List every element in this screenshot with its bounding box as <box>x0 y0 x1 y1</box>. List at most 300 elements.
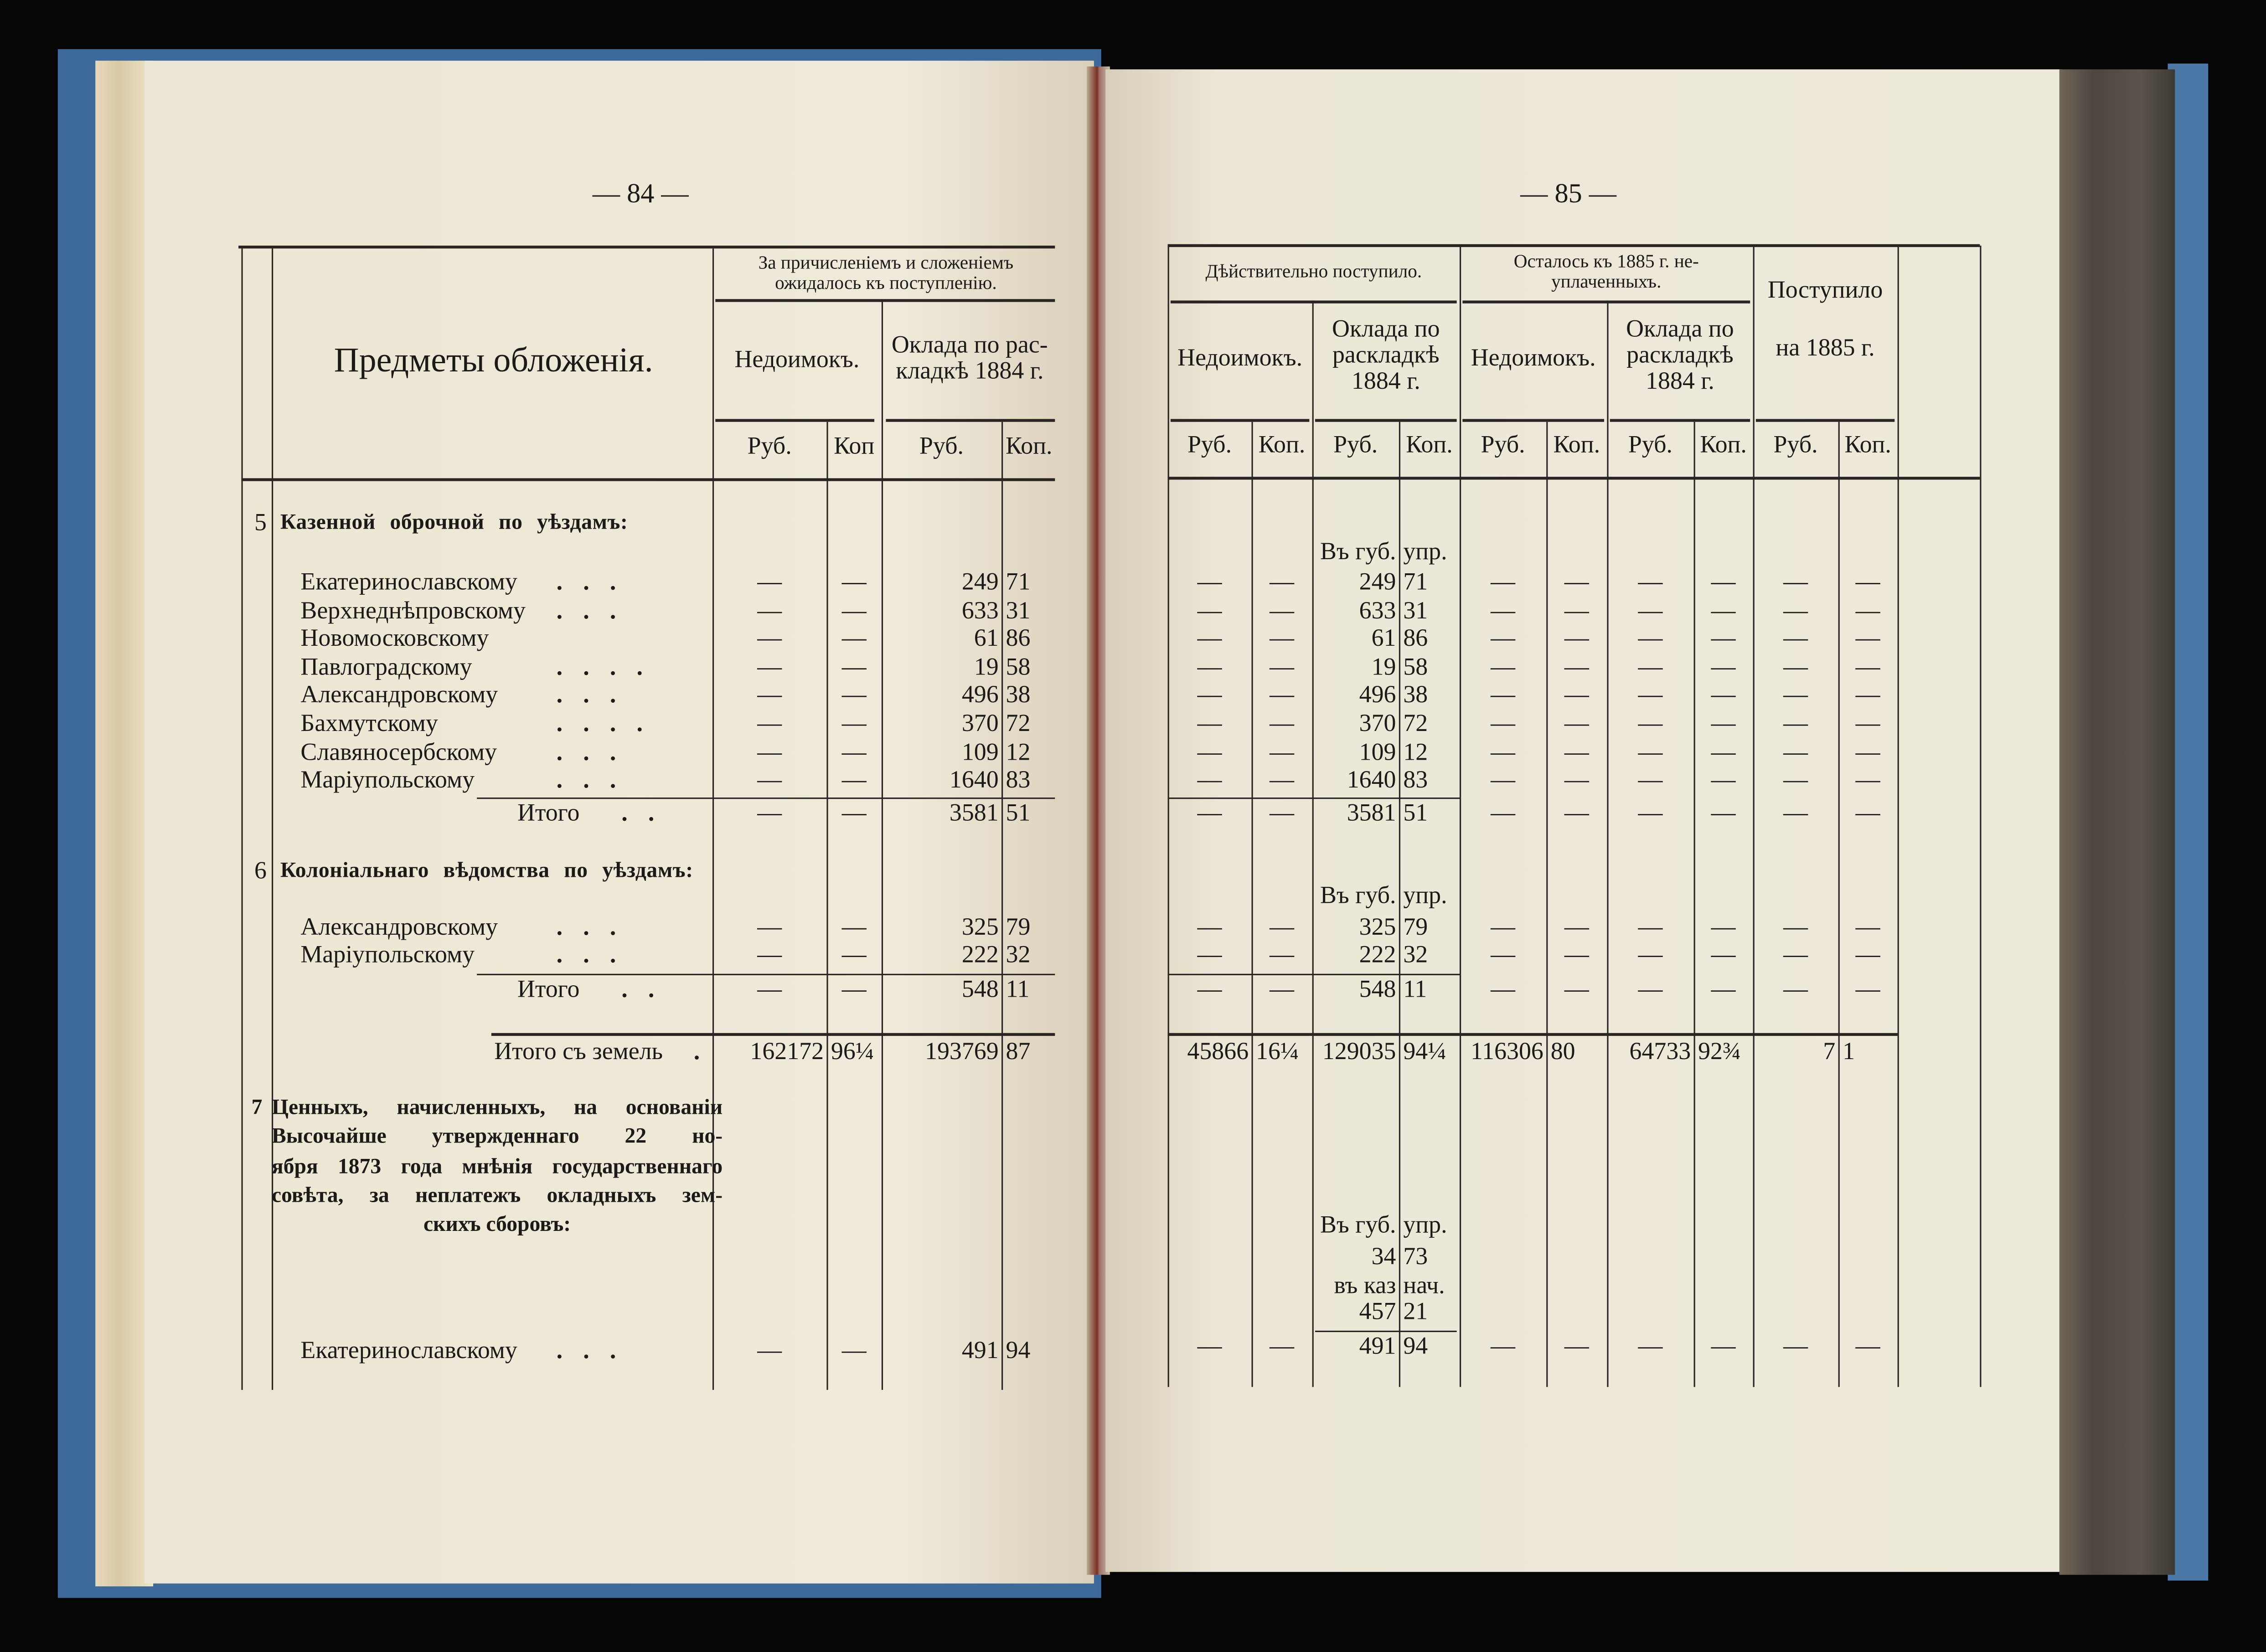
table-cell: 325 <box>961 913 999 941</box>
table-row <box>0 680 2266 709</box>
table-cell: — <box>1270 653 1295 681</box>
leader-dots: . . . <box>556 738 624 766</box>
leader-dots: . . . <box>556 1336 624 1364</box>
table-cell: — <box>1855 940 1880 968</box>
table-cell: — <box>1270 624 1295 652</box>
header-kop: Коп <box>834 432 875 460</box>
table-row <box>0 710 2266 738</box>
table-cell: 370 <box>1359 709 1396 737</box>
table-cell: 370 <box>961 709 999 737</box>
leader-dots: . . . <box>556 680 624 708</box>
row-label: Славяносербскому <box>300 738 497 766</box>
header-kop: Коп. <box>1700 430 1747 458</box>
table-cell: 12 <box>1006 738 1031 766</box>
rule <box>715 419 874 422</box>
table-cell: — <box>1564 680 1589 708</box>
header-remaining-line: уплаченныхъ. <box>1551 269 1662 292</box>
table-cell: — <box>1638 597 1663 624</box>
section-number: 5 <box>254 508 267 536</box>
rule <box>715 299 1055 303</box>
table-cell: — <box>1638 940 1663 968</box>
header-nedoimok: Недоимокъ. <box>1177 344 1303 371</box>
header-kop: Коп. <box>1553 430 1600 458</box>
table-row <box>0 766 2266 794</box>
rule <box>1168 244 1980 248</box>
table-cell: 31 <box>1006 597 1031 624</box>
header-rub: Руб. <box>747 432 792 460</box>
table-cell: — <box>757 597 782 624</box>
table-cell: 109 <box>961 738 999 766</box>
table-cell: 633 <box>961 597 999 624</box>
table-cell: — <box>1783 709 1808 737</box>
section-7-line: Высочайше утвержденнаго 22 но- <box>272 1126 723 1149</box>
table-cell: 116306 <box>1471 1037 1543 1065</box>
table-cell: нач. <box>1403 1271 1445 1299</box>
table-cell: — <box>1564 975 1589 1003</box>
table-cell: — <box>1491 653 1516 681</box>
table-cell: — <box>1564 1332 1589 1360</box>
section-heading: Казенной оброчной по уѣздамъ: <box>280 511 628 535</box>
table-row <box>0 597 2266 625</box>
table-cell: 21 <box>1403 1297 1428 1325</box>
table-cell: — <box>1783 913 1808 941</box>
table-cell: 633 <box>1359 597 1396 624</box>
table-cell: — <box>1638 567 1663 596</box>
table-cell: — <box>1270 597 1295 624</box>
table-row <box>0 738 2266 767</box>
header-rub: Руб. <box>1187 430 1232 458</box>
table-row <box>0 1037 2266 1066</box>
header-subject: Предметы обложенія. <box>334 342 653 380</box>
header-remaining-line: Осталось къ 1885 г. не- <box>1513 250 1699 272</box>
table-cell: — <box>757 975 782 1003</box>
table-cell: — <box>1491 940 1516 968</box>
header-rub: Руб. <box>1333 430 1378 458</box>
table-cell: 87 <box>1006 1037 1031 1065</box>
table-cell: — <box>1783 1332 1808 1360</box>
table-cell: — <box>1197 680 1222 708</box>
table-cell: 11 <box>1006 975 1030 1003</box>
table-cell: 491 <box>1359 1332 1396 1360</box>
table-row <box>0 913 2266 942</box>
header-kop: Коп. <box>1005 432 1053 460</box>
table-cell: — <box>1270 975 1295 1003</box>
table-cell: 34 <box>1371 1242 1396 1270</box>
row-label: Александровскому <box>300 913 498 941</box>
table-cell: — <box>1564 624 1589 652</box>
table-cell: — <box>1711 680 1736 708</box>
table-cell: — <box>1491 975 1516 1003</box>
row-label: Екатеринославскому <box>300 567 517 596</box>
table-cell: — <box>841 597 867 624</box>
rule <box>1610 419 1750 422</box>
table-cell: — <box>1270 766 1295 793</box>
leader-dots: . . . <box>556 567 624 596</box>
leader-dots: . . . <box>556 766 624 793</box>
table-row <box>0 537 2266 566</box>
table-cell: — <box>1855 567 1880 596</box>
table-cell: — <box>1711 597 1736 624</box>
table-cell: 61 <box>1371 624 1396 652</box>
table-cell: 249 <box>961 567 999 596</box>
table-cell: упр. <box>1403 881 1447 909</box>
table-cell: — <box>1711 567 1736 596</box>
header-oklad-line: Оклада по рас- <box>891 330 1048 359</box>
section-heading: Колоніальнаго вѣдомства по уѣздамъ: <box>280 859 693 883</box>
table-cell: — <box>1491 567 1516 596</box>
rule <box>886 419 1055 422</box>
header-received: Дѣйствительно поступило. <box>1205 260 1422 282</box>
table-cell: — <box>1638 680 1663 708</box>
section-number: 6 <box>254 856 267 885</box>
row-label: Итого <box>517 975 580 1003</box>
table-cell: — <box>1855 680 1880 708</box>
table-cell: 51 <box>1403 799 1428 827</box>
table-cell: — <box>757 738 782 766</box>
table-cell: — <box>1638 624 1663 652</box>
table-cell: — <box>1564 653 1589 681</box>
table-cell: — <box>1638 653 1663 681</box>
row-label: Александровскому <box>300 680 498 708</box>
table-cell: 548 <box>961 975 999 1003</box>
table-cell: — <box>1638 1332 1663 1360</box>
table-cell: упр. <box>1403 1210 1447 1238</box>
leader-dots: . . <box>621 799 662 827</box>
table-row <box>0 799 2266 828</box>
row-label: Екатеринославскому <box>300 1336 517 1364</box>
table-cell: 32 <box>1006 940 1031 968</box>
leader-dots: . . . <box>556 597 624 624</box>
table-cell: — <box>1711 799 1736 827</box>
table-cell: 457 <box>1359 1297 1396 1325</box>
table-cell: 73 <box>1403 1242 1428 1270</box>
header-oklad-line: 1884 г. <box>1351 366 1420 394</box>
header-oklad-line: кладкѣ 1884 г. <box>896 356 1044 384</box>
header-group-line: За причисленіемъ и сложеніемъ <box>758 251 1014 273</box>
table-cell: — <box>841 738 867 766</box>
leader-dots: . . . <box>556 913 624 941</box>
table-cell: — <box>1270 709 1295 737</box>
table-cell: Въ губ. <box>1320 537 1396 565</box>
header-rub: Руб. <box>919 432 964 460</box>
header-nedoimok: Недоимокъ. <box>1471 344 1596 371</box>
table-cell: — <box>1783 680 1808 708</box>
rule <box>1168 1033 1898 1037</box>
table-cell: — <box>1270 940 1295 968</box>
table-cell: — <box>841 680 867 708</box>
page-number-right: — 85 — <box>1520 179 1616 210</box>
row-label: Итого <box>517 799 580 827</box>
table-cell: 58 <box>1006 653 1031 681</box>
table-cell: 129035 <box>1322 1037 1396 1065</box>
table-cell: 64733 <box>1629 1037 1691 1065</box>
table-cell: — <box>1711 766 1736 793</box>
table-cell: — <box>1783 766 1808 793</box>
table-cell: — <box>1711 913 1736 941</box>
table-cell: — <box>1783 940 1808 968</box>
table-cell: — <box>1491 913 1516 941</box>
table-cell: — <box>841 624 867 652</box>
table-cell: — <box>1270 799 1295 827</box>
table-cell: — <box>757 799 782 827</box>
table-cell: 32 <box>1403 940 1428 968</box>
row-label: Верхнеднѣпровскому <box>300 597 526 624</box>
table-cell: — <box>1197 975 1222 1003</box>
table-cell: Въ губ. <box>1320 881 1396 909</box>
row-label: Маріупольскому <box>300 940 475 968</box>
table-cell: — <box>1491 1332 1516 1360</box>
table-cell: — <box>1855 799 1880 827</box>
table-cell: — <box>757 624 782 652</box>
page-number-left: — 84 — <box>592 179 689 210</box>
table-row <box>0 881 2266 910</box>
table-cell: — <box>1711 1332 1736 1360</box>
table-row <box>0 941 2266 969</box>
header-remaining <box>1460 252 1753 291</box>
table-cell: 45866 <box>1187 1037 1249 1065</box>
table-cell: — <box>1564 766 1589 793</box>
table-cell: — <box>841 975 867 1003</box>
table-cell: 19 <box>974 653 999 681</box>
row-label: Павлоградскому <box>300 653 472 681</box>
table-cell: 193769 <box>924 1037 999 1065</box>
row-label: Новомосковскому <box>300 624 489 652</box>
table-row <box>0 653 2266 682</box>
table-cell: 3581 <box>1347 799 1396 827</box>
table-cell: 51 <box>1006 799 1031 827</box>
header-oklad <box>1607 316 1753 394</box>
header-group-line: ожидалось къ поступленію. <box>775 271 997 293</box>
table-cell: 71 <box>1403 567 1428 596</box>
table-cell: 249 <box>1359 567 1396 596</box>
header-rub: Руб. <box>1481 430 1525 458</box>
table-cell: 162172 <box>750 1037 824 1065</box>
leader-dots: . . . . <box>556 709 650 737</box>
table-cell: 61 <box>974 624 999 652</box>
table-cell: 1640 <box>1347 766 1396 793</box>
table-cell: — <box>1711 940 1736 968</box>
rule <box>1462 300 1750 304</box>
table-cell: — <box>841 567 867 596</box>
table-cell: Въ губ. <box>1320 1210 1396 1238</box>
table-row <box>0 509 2266 537</box>
table-cell: 38 <box>1006 680 1031 708</box>
table-cell: 71 <box>1006 567 1031 596</box>
table-cell: — <box>1197 709 1222 737</box>
table-cell: — <box>841 913 867 941</box>
table-cell: въ каз <box>1334 1271 1396 1299</box>
section-7-line: совѣта, за неплатежъ окладныхъ зем- <box>272 1184 723 1208</box>
header-oklad-line: Оклада по <box>1626 315 1734 343</box>
table-row <box>0 1332 2266 1361</box>
table-cell: 83 <box>1403 766 1428 793</box>
table-cell: — <box>841 1336 867 1364</box>
table-cell: — <box>1638 799 1663 827</box>
table-cell: — <box>757 766 782 793</box>
table-cell: 491 <box>961 1336 999 1364</box>
table-cell: — <box>1197 766 1222 793</box>
table-cell: 496 <box>961 680 999 708</box>
table-cell: — <box>1564 597 1589 624</box>
header-received-1885: Поступило <box>1767 276 1883 304</box>
table-cell: 11 <box>1403 975 1427 1003</box>
rule <box>1168 477 1980 480</box>
table-cell: 58 <box>1403 653 1428 681</box>
table-cell: — <box>1783 653 1808 681</box>
rule <box>1462 419 1604 422</box>
table-cell: — <box>1783 624 1808 652</box>
table-row <box>0 1211 2266 1240</box>
table-cell: — <box>1855 913 1880 941</box>
rule <box>491 1033 1055 1037</box>
table-cell: — <box>1491 680 1516 708</box>
table-cell: — <box>1491 799 1516 827</box>
table-cell: — <box>1564 738 1589 766</box>
table-cell: 3581 <box>949 799 999 827</box>
table-cell: — <box>1638 738 1663 766</box>
table-cell: 92¾ <box>1698 1037 1741 1065</box>
table-cell: 83 <box>1006 766 1031 793</box>
table-cell: — <box>1855 975 1880 1003</box>
table-row <box>0 568 2266 597</box>
table-cell: упр. <box>1403 537 1447 565</box>
section-7-line: Ценныхъ, начисленныхъ, на основаніи <box>272 1096 723 1120</box>
table-cell: — <box>1638 913 1663 941</box>
table-cell: — <box>1783 799 1808 827</box>
header-nedoimok: Недоимокъ. <box>734 345 860 373</box>
table-cell: 222 <box>961 940 999 968</box>
table-cell: — <box>1564 567 1589 596</box>
table-cell: 79 <box>1006 913 1031 941</box>
header-oklad-line: 1884 г. <box>1646 366 1714 394</box>
table-cell: — <box>1855 766 1880 793</box>
table-cell: — <box>1197 940 1222 968</box>
table-row <box>0 624 2266 653</box>
table-cell: — <box>1855 709 1880 737</box>
table-cell: 16¼ <box>1255 1037 1299 1065</box>
section-number: 7 <box>251 1096 263 1120</box>
table-cell: — <box>1855 624 1880 652</box>
table-cell: 94 <box>1403 1332 1428 1360</box>
table-cell: — <box>1564 913 1589 941</box>
table-cell: — <box>1491 709 1516 737</box>
leader-dots: . . . <box>556 940 624 968</box>
table-cell: — <box>841 653 867 681</box>
table-cell: — <box>841 799 867 827</box>
table-cell: — <box>1855 597 1880 624</box>
table-cell: 86 <box>1403 624 1428 652</box>
table-cell: — <box>1855 1332 1880 1360</box>
leader-dots: . . . . <box>556 653 650 681</box>
header-group <box>712 253 1059 292</box>
header-received-1885-year: на 1885 г. <box>1776 334 1875 361</box>
table-cell: 1 <box>1843 1037 1855 1065</box>
table-row <box>0 1297 2266 1326</box>
table-cell: 31 <box>1403 597 1428 624</box>
section-7-line: ября 1873 года мнѣнія государственнаго <box>272 1155 723 1179</box>
table-cell: — <box>1638 975 1663 1003</box>
table-cell: — <box>1197 1332 1222 1360</box>
table-cell: 80 <box>1550 1037 1575 1065</box>
table-cell: — <box>757 940 782 968</box>
table-cell: — <box>1491 766 1516 793</box>
section-7-line: скихъ сборовъ: <box>423 1214 571 1237</box>
table-cell: — <box>1197 653 1222 681</box>
table-cell: — <box>1855 738 1880 766</box>
table-cell: — <box>757 1336 782 1364</box>
table-cell: — <box>757 653 782 681</box>
rule <box>238 246 1055 249</box>
table-cell: 109 <box>1359 738 1396 766</box>
table-cell: — <box>1638 766 1663 793</box>
header-kop: Коп. <box>1406 430 1453 458</box>
header-kop: Коп. <box>1844 430 1891 458</box>
table-cell: 496 <box>1359 680 1396 708</box>
table-cell: — <box>1711 709 1736 737</box>
table-cell: — <box>757 680 782 708</box>
table-cell: 12 <box>1403 738 1428 766</box>
table-cell: 325 <box>1359 913 1396 941</box>
table-cell: — <box>1270 913 1295 941</box>
table-cell: — <box>1711 975 1736 1003</box>
table-cell: — <box>1638 709 1663 737</box>
header-rub: Руб. <box>1628 430 1673 458</box>
header-rub: Руб. <box>1773 430 1818 458</box>
table-cell: 222 <box>1359 940 1396 968</box>
table-cell: 72 <box>1006 709 1031 737</box>
table-cell: — <box>757 567 782 596</box>
rule <box>1171 419 1309 422</box>
table-cell: 72 <box>1403 709 1428 737</box>
table-cell: — <box>1491 597 1516 624</box>
header-oklad <box>1312 316 1460 394</box>
table-cell: 548 <box>1359 975 1396 1003</box>
table-cell: 38 <box>1403 680 1428 708</box>
rule <box>241 478 1055 482</box>
table-cell: — <box>1197 738 1222 766</box>
table-cell: — <box>1711 624 1736 652</box>
table-cell: — <box>1197 913 1222 941</box>
table-cell: 1640 <box>949 766 999 793</box>
table-cell: — <box>1197 567 1222 596</box>
table-cell: 96¼ <box>831 1037 874 1065</box>
table-cell: — <box>1783 738 1808 766</box>
table-cell: — <box>1270 738 1295 766</box>
table-cell: — <box>1197 624 1222 652</box>
table-cell: 94¼ <box>1403 1037 1446 1065</box>
table-cell: — <box>1564 799 1589 827</box>
table-cell: — <box>1491 738 1516 766</box>
table-cell: — <box>841 766 867 793</box>
row-label: Маріупольскому <box>300 766 475 793</box>
table-row <box>0 1271 2266 1300</box>
table-cell: — <box>1197 799 1222 827</box>
table-cell: — <box>1783 597 1808 624</box>
table-cell: — <box>1564 709 1589 737</box>
table-row <box>0 1242 2266 1271</box>
table-cell: — <box>1783 567 1808 596</box>
table-cell: 19 <box>1371 653 1396 681</box>
row-label: Итого съ земель <box>494 1037 663 1065</box>
header-kop: Коп. <box>1258 430 1306 458</box>
table-cell: — <box>1270 680 1295 708</box>
table-cell: — <box>1197 597 1222 624</box>
table-cell: — <box>1491 624 1516 652</box>
table-cell: — <box>841 940 867 968</box>
table-cell: 79 <box>1403 913 1428 941</box>
table-cell: — <box>1855 653 1880 681</box>
header-oklad-line: Оклада по <box>1332 315 1440 343</box>
